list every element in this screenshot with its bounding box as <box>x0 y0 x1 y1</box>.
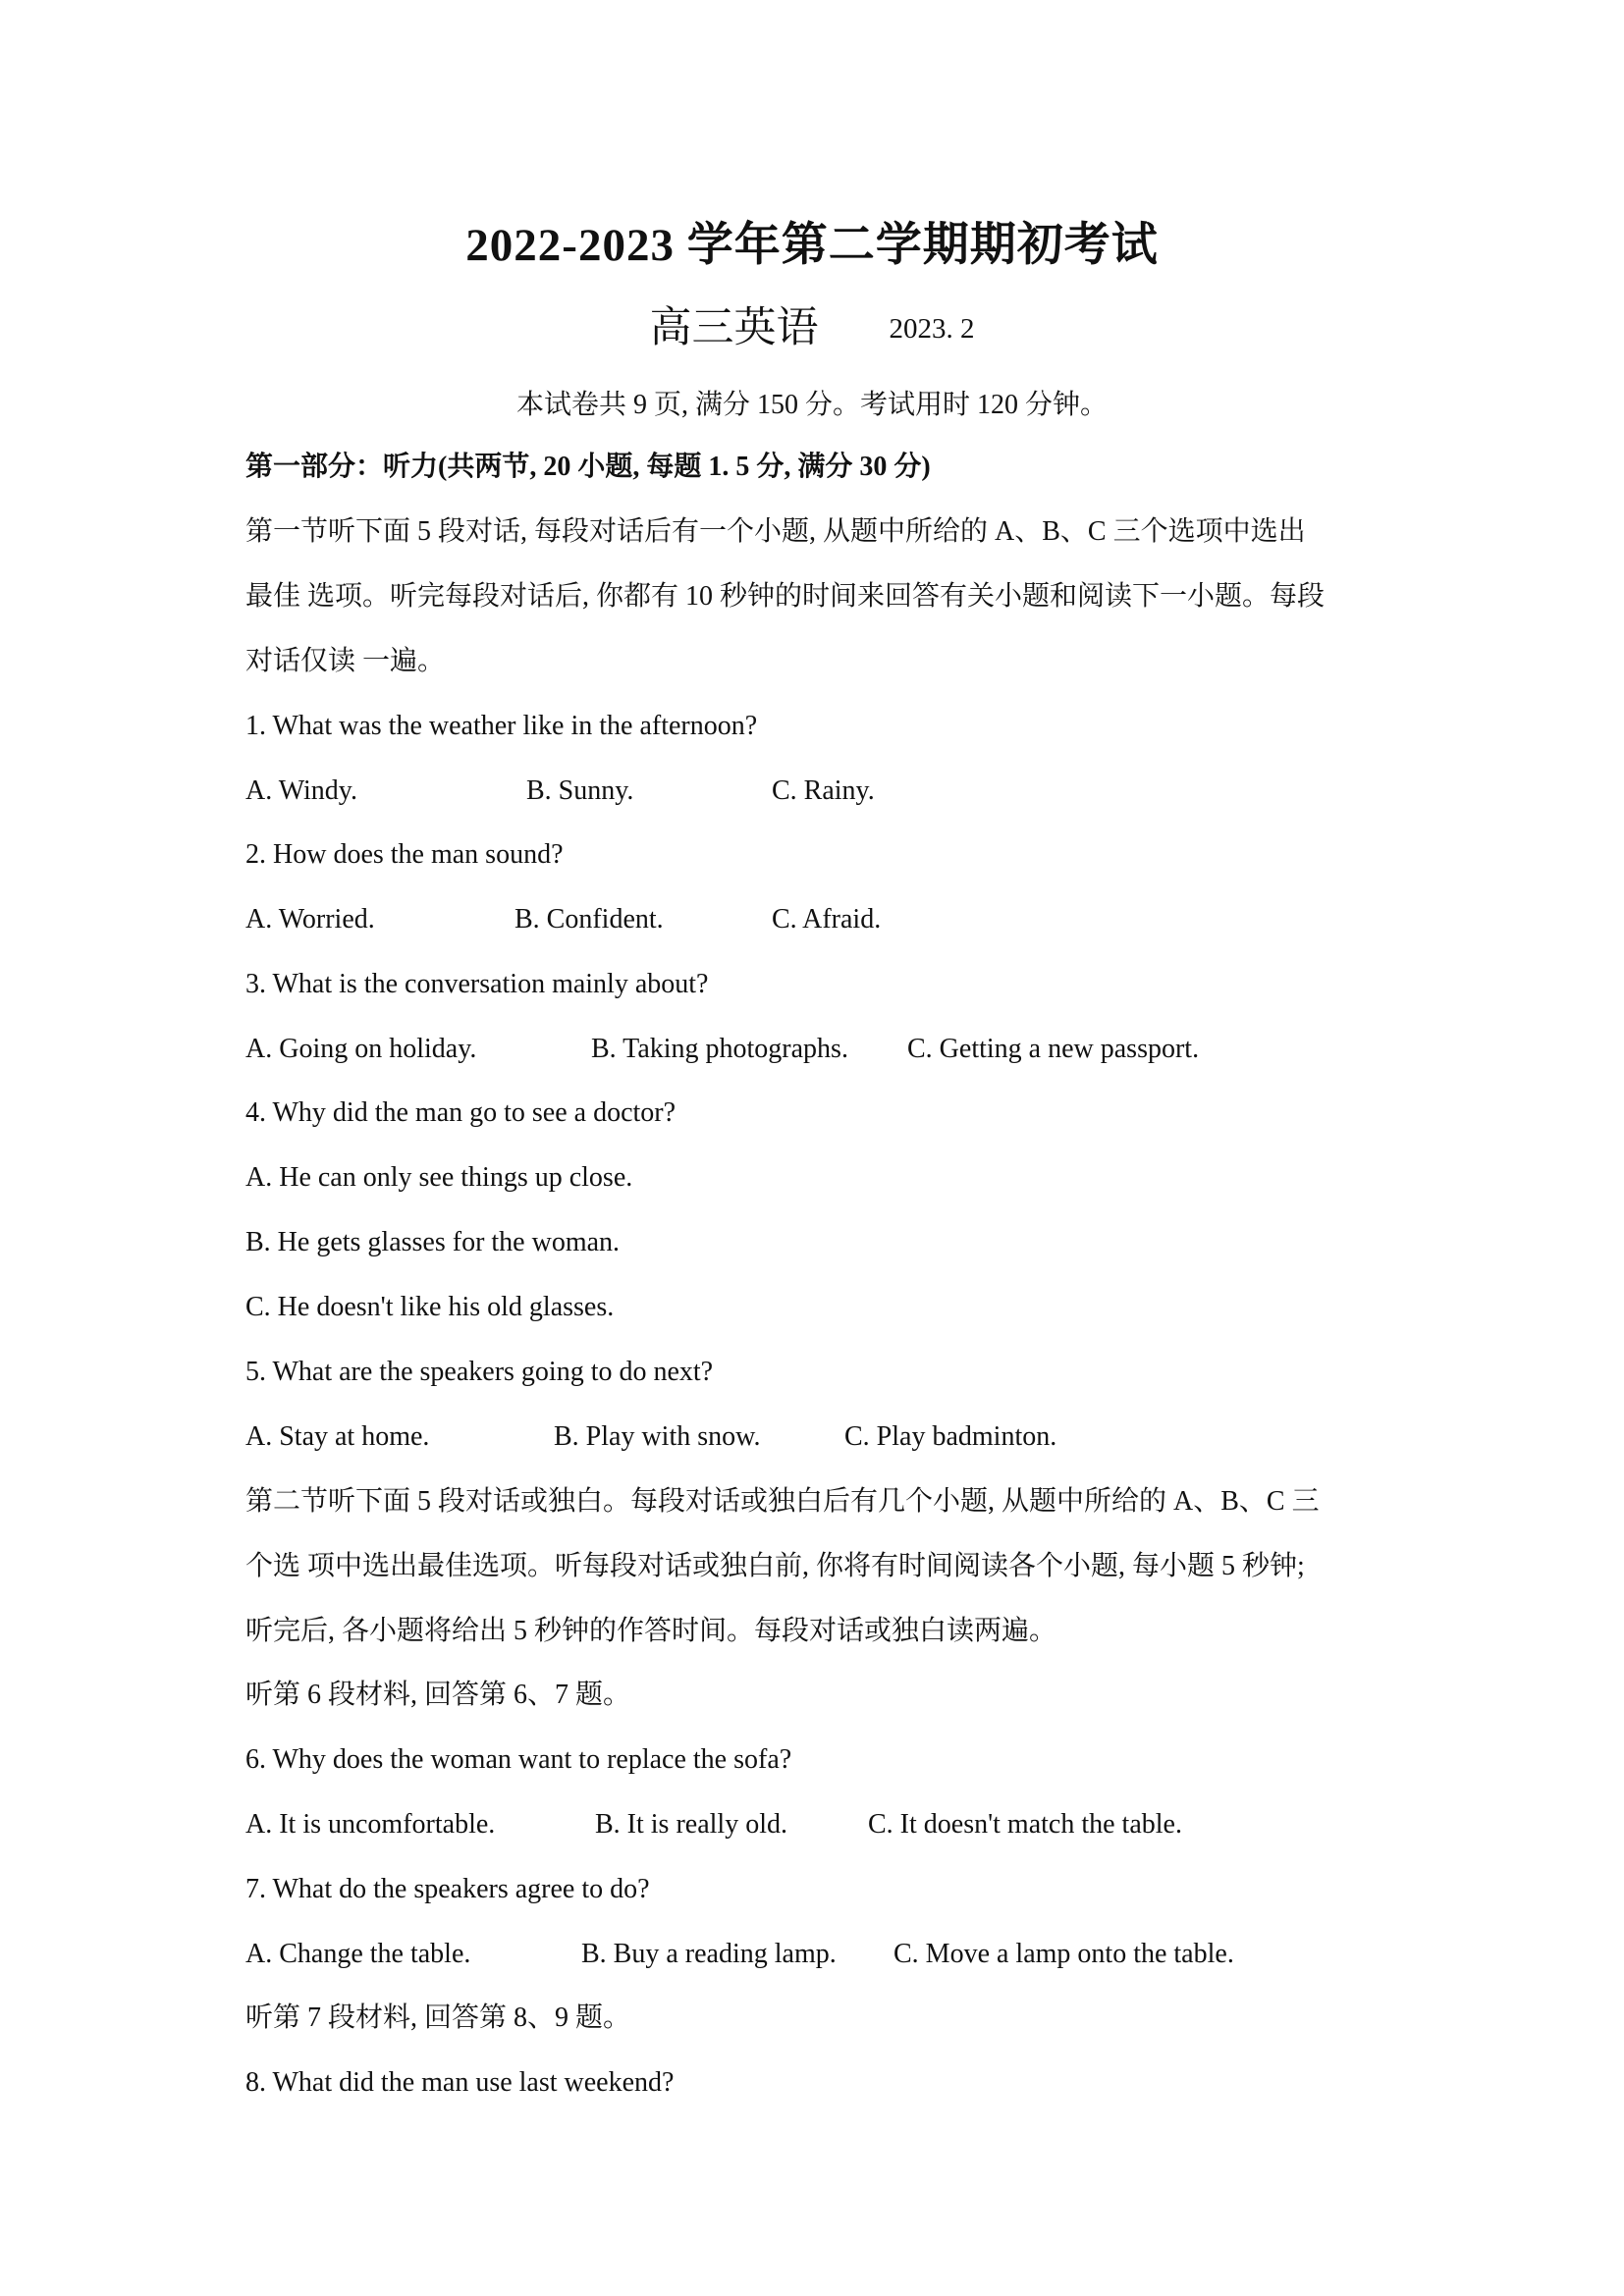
option-b: B. Taking photographs. <box>591 1034 848 1064</box>
section2-instruction-line: 第二节听下面 5 段对话或独白。每段对话或独白后有几个小题, 从题中所给的 A、B、C 三 <box>245 1486 1320 1517</box>
option-b: B. Buy a reading lamp. <box>581 1939 837 1969</box>
option-a: A. Worried. <box>245 904 375 934</box>
option-a: A. Change the table. <box>245 1939 471 1969</box>
question-options-1 <box>245 777 1404 809</box>
exam-subject: 高三英语 <box>649 305 819 351</box>
question-stem-8: 8. What did the man use last weekend? <box>245 2067 675 2098</box>
question-options-3 <box>245 1036 1404 1067</box>
exam-title: 2022-2023 学年第二学期期初考试 <box>465 220 1159 271</box>
material-7-heading: 听第 7 段材料, 回答第 8、9 题。 <box>245 2002 631 2033</box>
exam-date: 2023. 2 <box>889 313 975 345</box>
option-c: C. He doesn't like his old glasses. <box>245 1292 615 1322</box>
question-stem-6: 6. Why does the woman want to replace the sofa? <box>245 1744 792 1775</box>
material-6-heading: 听第 6 段材料, 回答第 6、7 题。 <box>245 1680 631 1710</box>
question-stem-7: 7. What do the speakers agree to do? <box>245 1874 650 1904</box>
question-options-7 <box>245 1941 1404 1972</box>
subtitle-row <box>0 294 1624 354</box>
option-c: C. Getting a new passport. <box>907 1034 1200 1064</box>
question-options-5 <box>245 1423 1404 1455</box>
question-stem-5: 5. What are the speakers going to do next? <box>245 1357 714 1387</box>
question-options-2 <box>245 906 1404 937</box>
option-a: A. He can only see things up close. <box>245 1162 633 1193</box>
option-b: B. Play with snow. <box>554 1421 761 1452</box>
option-b: B. Sunny. <box>526 775 634 806</box>
section1-instruction-line: 对话仅读 一遍。 <box>245 646 446 676</box>
question-options-6 <box>245 1811 1404 1842</box>
option-c: C. It doesn't match the table. <box>868 1809 1182 1840</box>
option-a: A. Windy. <box>245 775 357 806</box>
question-stem-1: 1. What was the weather like in the afternoon? <box>245 711 758 741</box>
option-c: C. Play badminton. <box>844 1421 1057 1452</box>
section2-instruction-line: 听完后, 各小题将给出 5 秒钟的作答时间。每段对话或独白读两遍。 <box>245 1616 1057 1646</box>
option-c: C. Afraid. <box>772 904 882 934</box>
question-stem-4: 4. Why did the man go to see a doctor? <box>245 1097 677 1128</box>
question-stem-2: 2. How does the man sound? <box>245 839 564 870</box>
option-b: B. He gets glasses for the woman. <box>245 1227 621 1257</box>
part1-heading: 第一部分：听力(共两节, 20 小题, 每题 1. 5 分, 满分 30 分) <box>245 452 931 482</box>
exam-notice: 本试卷共 9 页, 满分 150 分。考试用时 120 分钟。 <box>515 390 1108 420</box>
option-b: B. It is really old. <box>595 1809 787 1840</box>
option-a: A. Stay at home. <box>245 1421 430 1452</box>
option-b: B. Confident. <box>514 904 664 934</box>
option-c: C. Rainy. <box>772 775 875 806</box>
question-stem-3: 3. What is the conversation mainly about? <box>245 969 709 999</box>
section2-instruction-line: 个选 项中选出最佳选项。听每段对话或独白前, 你将有时间阅读各个小题, 每小题 5 秒钟; <box>245 1551 1305 1581</box>
option-a: A. It is uncomfortable. <box>245 1809 496 1840</box>
option-a: A. Going on holiday. <box>245 1034 477 1064</box>
section1-instruction-line: 第一节听下面 5 段对话, 每段对话后有一个小题, 从题中所给的 A、B、C 三个选项中选出 <box>245 516 1306 547</box>
option-c: C. Move a lamp onto the table. <box>893 1939 1234 1969</box>
section1-instruction-line: 最佳 选项。听完每段对话后, 你都有 10 秒钟的时间来回答有关小题和阅读下一小题。每段 <box>245 581 1326 612</box>
